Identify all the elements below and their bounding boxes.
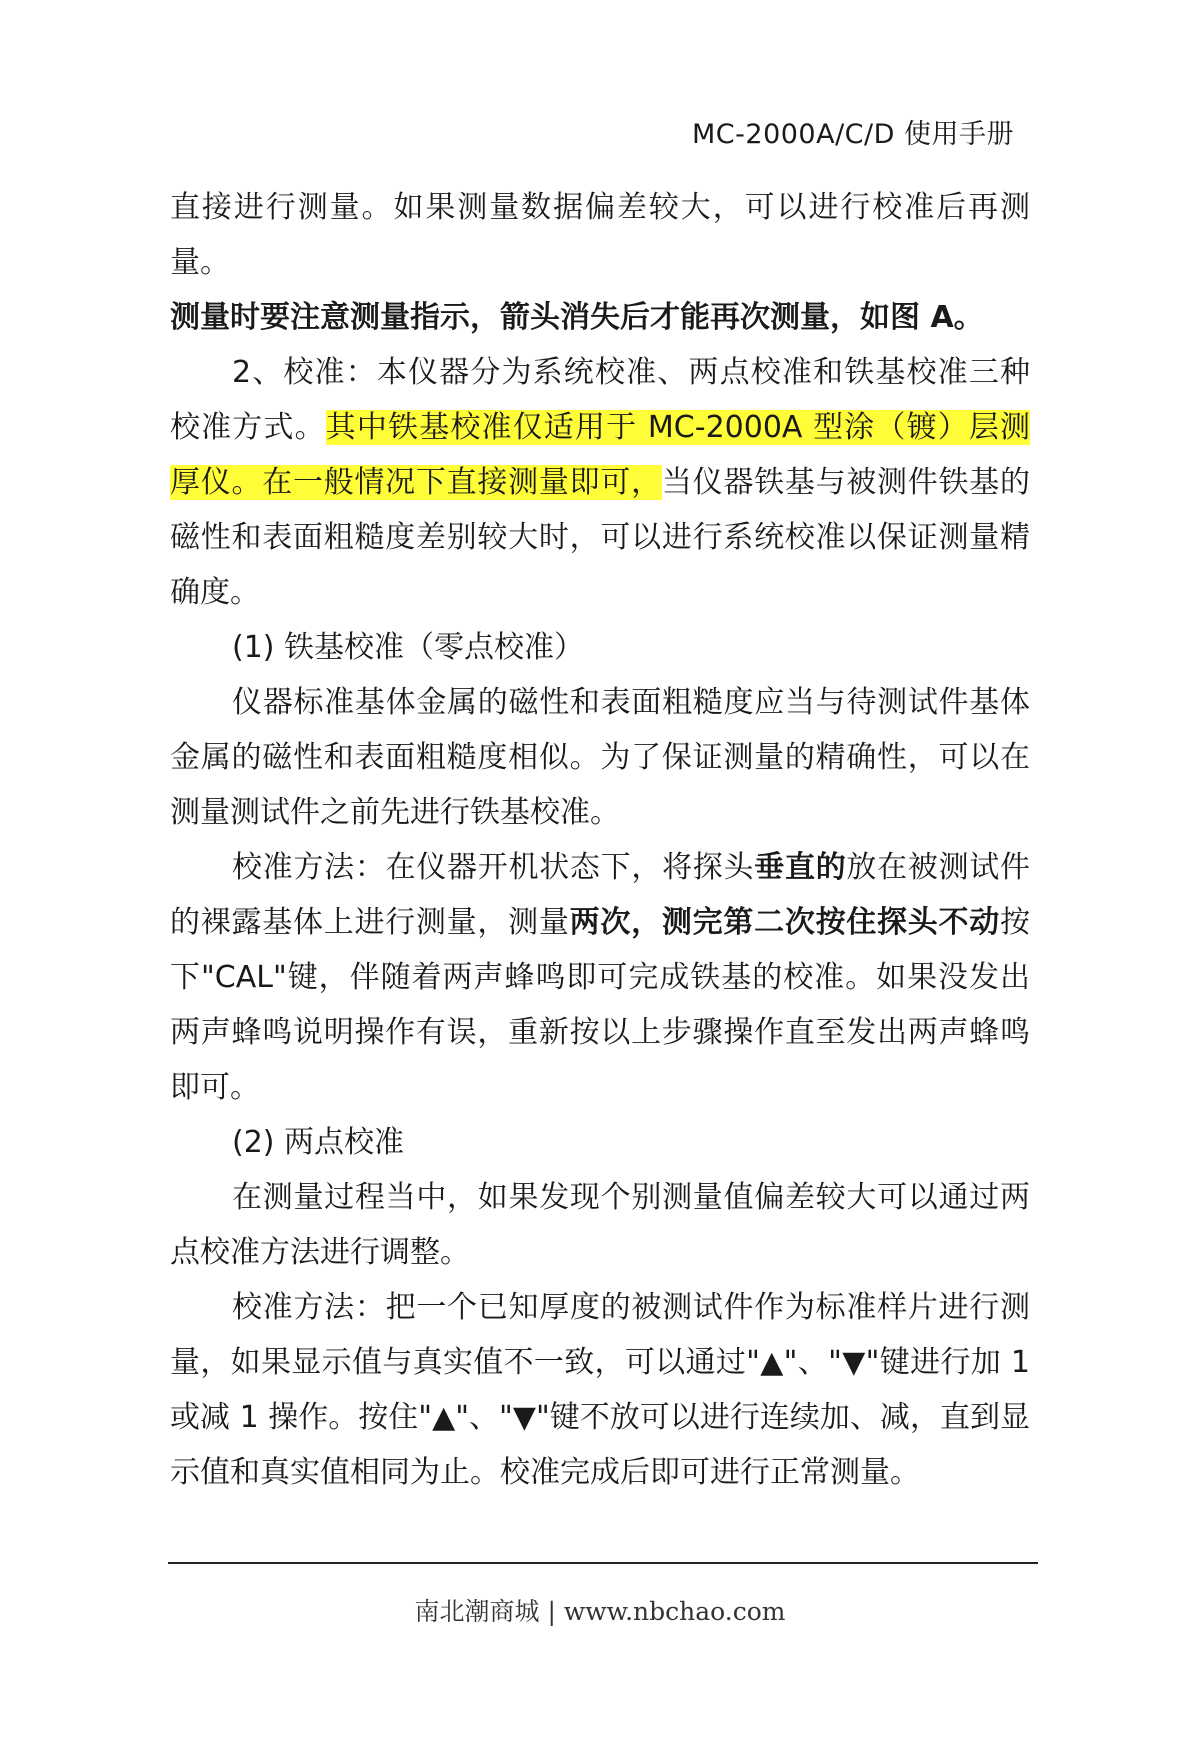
paragraph: 仪器标准基体金属的磁性和表面粗糙度应当与待测试件基体金属的磁性和表面粗糙度相似。为了保证测量的精确性，可以在测量测试件之前先进行铁基校准。 — [170, 685, 1030, 830]
paragraph: 在测量过程当中，如果发现个别测量值偏差较大可以通过两点校准方法进行调整。 — [170, 1180, 1030, 1270]
highlighted-text: 其中铁基校准仅适用于 MC-2000A 型涂（镀）层测厚仪。在一般情况下直接测量即可， — [170, 410, 1031, 500]
page-header: MC-2000A/C/D 使用手册 — [692, 119, 1014, 150]
document-body — [170, 180, 1030, 1500]
text-run: 校准方法：在仪器开机状态下，将探头 — [232, 850, 755, 885]
paragraph: 直接进行测量。如果测量数据偏差较大，可以进行校准后再测量。 — [170, 190, 1030, 280]
bold-text: 两次，测完第二次按住探头不动 — [569, 905, 1001, 940]
paragraph-method — [170, 840, 1030, 1115]
paragraph: 校准方法：把一个已知厚度的被测试件作为标准样片进行测量，如果显示值与真实值不一致，可以通过"▲"、"▼"键进行加 1 或减 1 操作。按住"▲"、"▼"键不放可以进行连续加、减，直到显示值和真实值相同为止。校准完成后即可进行正常测量。 — [170, 1290, 1030, 1490]
section-heading-iron-base: (1) 铁基校准（零点校准） — [232, 630, 585, 665]
text-run: 当仪器铁基与被测件铁基的磁性和表面粗糙度差别较大时，可以进行系统校准以保证测量精确度。 — [170, 465, 1031, 610]
bold-text: 垂直的 — [754, 850, 847, 885]
bold-note: 测量时要注意测量指示，箭头消失后才能再次测量，如图 A。 — [170, 300, 984, 335]
text-run: 按下"CAL"键，伴随着两声蜂鸣即可完成铁基的校准。如果没发出两声蜂鸣说明操作有误，重新按以上步骤操作直至发出两声蜂鸣即可。 — [170, 905, 1031, 1105]
paragraph-calibration — [170, 345, 1030, 620]
section-heading-two-point: (2) 两点校准 — [232, 1125, 405, 1160]
text-run: 放在被测试件的裸露基体上进行测量，测量 — [170, 850, 1031, 940]
footer-text: 南北潮商城 | www.nbchao.com — [414, 1597, 786, 1626]
text-run: 2、校准：本仪器分为系统校准、两点校准和铁基校准三种校准方式。 — [170, 355, 1030, 445]
footer-divider — [168, 1562, 1038, 1564]
